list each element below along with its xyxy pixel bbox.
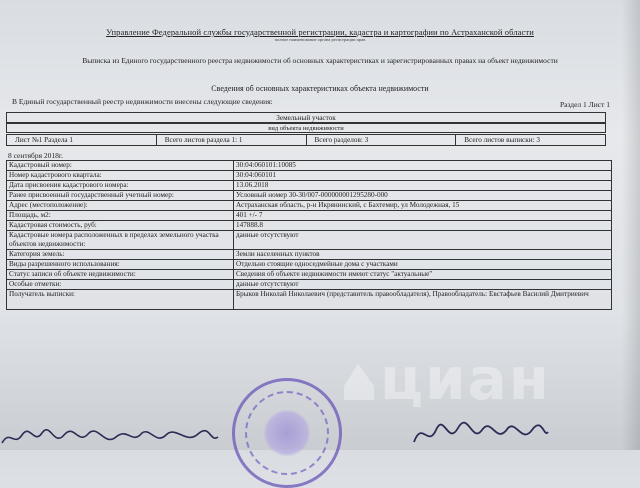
extract-date: 8 сентября 2018г. [8, 151, 64, 160]
field-value: Астраханская область, р-н Икрянинский, с Бахтемир, ул Молодежная, 15 [234, 201, 612, 211]
object-name: Земельный участок [6, 112, 606, 123]
field-label: Площадь, м2: [7, 211, 234, 221]
table-row [7, 191, 612, 201]
field-value: 30:04:060101:10085 [234, 161, 612, 171]
table-row [7, 290, 612, 310]
field-label: Получатель выписки: [7, 290, 234, 310]
field-label: Кадастровый номер: [7, 161, 234, 171]
authority-note: полное наименование органа регистрации прав [274, 37, 366, 42]
field-value: 13.06.2018 [234, 181, 612, 191]
cian-watermark: циан [380, 345, 551, 413]
paper-edge-shadow [622, 0, 640, 450]
table-row [7, 161, 612, 171]
field-label: Особые отметки: [7, 280, 234, 290]
characteristics-table [6, 160, 612, 310]
table-row [7, 221, 612, 231]
field-label: Ранее присвоенный государственный учетный номер: [7, 191, 234, 201]
total-sheets-section: Всего листов раздела 1: 1 [157, 135, 307, 145]
object-kind-caption: вид объекта недвижимости [6, 123, 606, 133]
field-label: Дата присвоения кадастрового номера: [7, 181, 234, 191]
table-row [7, 181, 612, 191]
section-title: Сведения об основных характеристиках объекта недвижимости [211, 84, 429, 93]
cian-watermark-icon [340, 356, 378, 402]
field-value: 147888.8 [234, 221, 612, 231]
table-row [7, 171, 612, 181]
field-label: Статус записи об объекте недвижимости: [7, 270, 234, 280]
field-value: Сведения об объекте недвижимости имеют статус "актуальные" [234, 270, 612, 280]
sheet-info-row [6, 134, 606, 146]
field-value: Брыков Николай Николаевич (представитель правообладателя), Правообладатель: Евстафьев Василий Дмитриевич [234, 290, 612, 310]
table-row [7, 231, 612, 250]
field-label: Кадастровая стоимость, руб: [7, 221, 234, 231]
table-row [7, 260, 612, 270]
section-intro: В Единый государственный реестр недвижимости внесены следующие сведения: [12, 97, 273, 106]
table-row [7, 280, 612, 290]
table-row [7, 250, 612, 260]
field-value: Земли населенных пунктов [234, 250, 612, 260]
field-value: данные отсутствуют [234, 280, 612, 290]
total-sections: Всего разделов: 3 [307, 135, 457, 145]
table-row [7, 211, 612, 221]
signature-right [410, 418, 550, 450]
field-value: 401 +/- 7 [234, 211, 612, 221]
field-label: Номер кадастрового квартала: [7, 171, 234, 181]
table-row [7, 270, 612, 280]
field-label: Виды разрешенного использования: [7, 260, 234, 270]
total-sheets-extract: Всего листов выписки: 3 [464, 136, 540, 144]
field-value: данные отсутствуют [234, 231, 612, 250]
sheet-number: Лист №1 Раздела 1 [7, 135, 157, 145]
field-value: 30:04:060101 [234, 171, 612, 181]
official-stamp-icon [232, 378, 342, 488]
authority-name: Управление Федеральной службы государственной регистрации, кадастра и картографии по Астраханской области [106, 27, 534, 37]
field-label: Адрес (местоположение): [7, 201, 234, 211]
table-row [7, 201, 612, 211]
field-value: Условный номер 30-30/007-000000001295280-000 [234, 191, 612, 201]
field-value: Отдельно стоящие односедмейные дома с участками [234, 260, 612, 270]
section-label: Раздел 1 Лист 1 [559, 100, 610, 109]
field-label: Категория земель: [7, 250, 234, 260]
signature-left [0, 425, 220, 450]
extract-title: Выписка из Единого государственного реестра недвижимости об основных характеристиках и зарегистрированных правах на объект недвижимости [82, 56, 558, 65]
field-label: Кадастровые номера расположенных в пределах земельного участка объектов недвижимости: [7, 231, 234, 250]
